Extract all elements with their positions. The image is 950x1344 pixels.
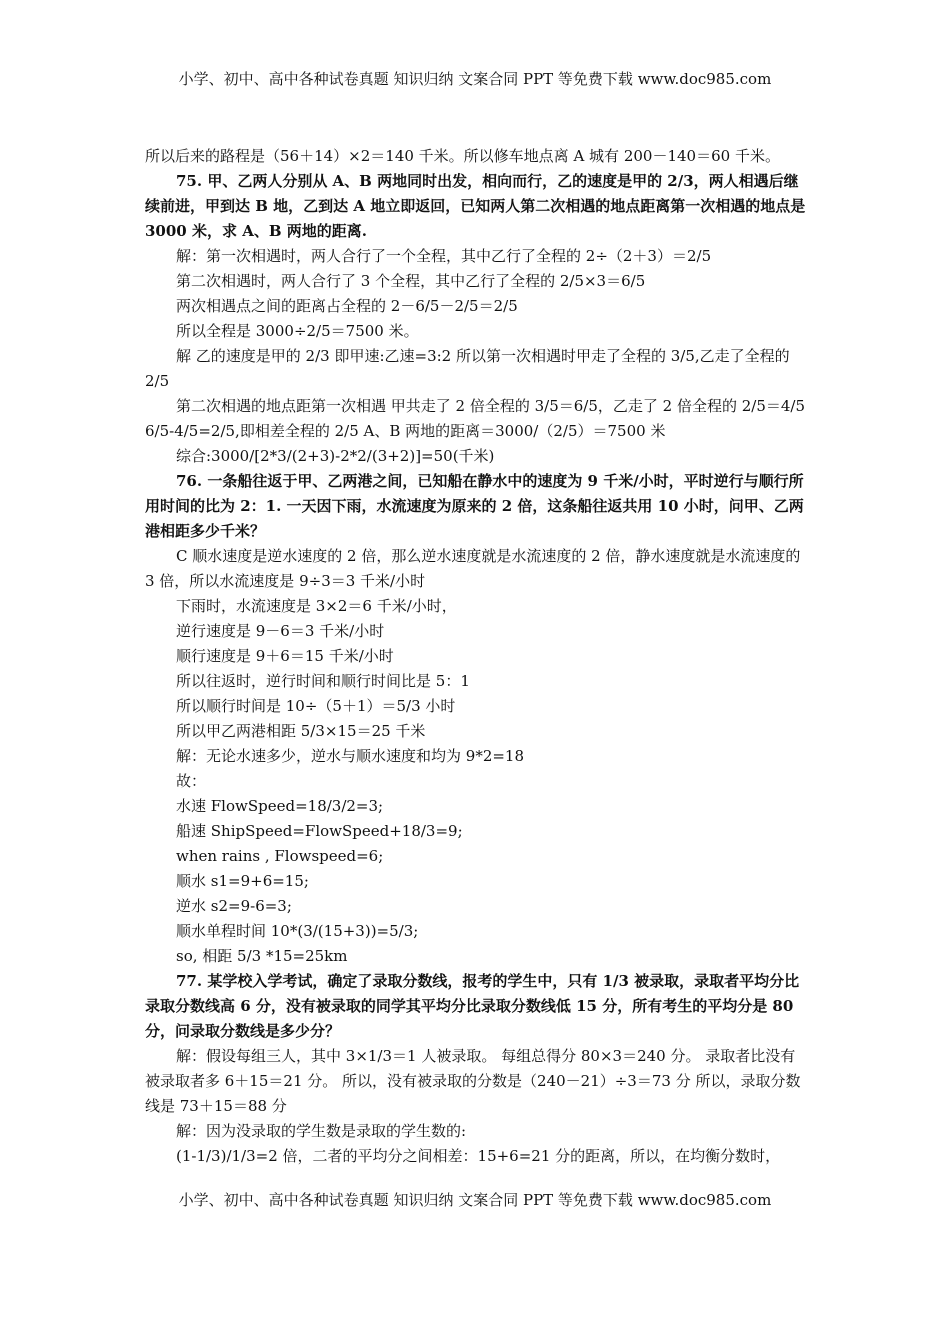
paragraph: 解：假设每组三人，其中 3×1/3＝1 人被录取。 每组总得分 80×3＝240 分。 录取者比没有被录取者多 6＋15＝21 分。 所以，没有被录取的分数是（240－21）÷3＝73 分 所以，录取分数线是 73＋15＝88 分 (145, 1047, 801, 1115)
document-body (145, 144, 807, 1169)
paragraph: 所以顺行时间是 10÷（5＋1）＝5/3 小时 (176, 697, 456, 715)
paragraph: 逆水 s2=9-6=3; (176, 897, 292, 915)
paragraph: 下雨时，水流速度是 3×2＝6 千米/小时， (176, 597, 457, 615)
paragraph: 综合:3000/[2*3/(2+3)-2*2/(3+2)]=50(千米) (176, 447, 495, 465)
question-77: 77. 某学校入学考试，确定了录取分数线，报考的学生中，只有 1/3 被录取，录取者平均分比录取分数线高 6 分，没有被录取的同学其平均分比录取分数线低 15 分，所有考生的平均分是 80 分，问录取分数线是多少分？ (145, 972, 800, 1040)
paragraph: when rains , Flowspeed=6; (176, 847, 384, 865)
paragraph: 所以往返时，逆行时间和顺行时间比是 5：1 (176, 672, 470, 690)
paragraph: 船速 ShipSpeed=FlowSpeed+18/3=9; (176, 822, 463, 840)
page-header: 小学、初中、高中各种试卷真题 知识归纳 文案合同 PPT 等免费下载 www.doc985.com (178, 70, 772, 88)
paragraph: 顺水 s1=9+6=15; (176, 872, 309, 890)
paragraph: so, 相距 5/3 *15=25km (176, 947, 348, 965)
paragraph: 解 乙的速度是甲的 2/3 即甲速:乙速=3:2 所以第一次相遇时甲走了全程的 3/5,乙走了全程的 2/5 (145, 347, 790, 390)
paragraph: 所以后来的路程是（56＋14）×2＝140 千米。所以修车地点离 A 城有 200－140＝60 千米。 (145, 147, 780, 165)
paragraph: 解：因为没录取的学生数是录取的学生数的: (176, 1122, 467, 1140)
paragraph: 顺行速度是 9＋6＝15 千米/小时 (176, 647, 394, 665)
paragraph: 两次相遇点之间的距离占全程的 2－6/5－2/5＝2/5 (176, 297, 518, 315)
question-75: 75. 甲、乙两人分别从 A、B 两地同时出发，相向而行，乙的速度是甲的 2/3，两人相遇后继续前进，甲到达 B 地，乙到达 A 地立即返回，已知两人第二次相遇的地点距离第一次相遇的地点是 3000 米，求 A、B 两地的距离. (145, 172, 806, 240)
paragraph: 故： (176, 772, 207, 790)
paragraph: (1-1/3)/1/3=2 倍，二者的平均分之间相差：15+6=21 分的距离，所以，在均衡分数时， (176, 1147, 781, 1165)
paragraph: C 顺水速度是逆水速度的 2 倍，那么逆水速度就是水流速度的 2 倍，静水速度就是水流速度的 3 倍，所以水流速度是 9÷3＝3 千米/小时 (145, 547, 801, 590)
paragraph: 顺水单程时间 10*(3/(15+3))=5/3; (176, 922, 419, 940)
paragraph: 所以甲乙两港相距 5/3×15＝25 千米 (176, 722, 426, 740)
paragraph: 第二次相遇的地点距第一次相遇 甲共走了 2 倍全程的 3/5＝6/5，乙走了 2 倍全程的 2/5＝4/5 6/5-4/5=2/5,即相差全程的 2/5 A、B 两地的距离＝3000/（2/5）＝7500 米 (145, 397, 806, 440)
paragraph: 逆行速度是 9－6＝3 千米/小时 (176, 622, 385, 640)
paragraph: 所以全程是 3000÷2/5＝7500 米。 (176, 322, 419, 340)
question-76: 76. 一条船往返于甲、乙两港之间，已知船在静水中的速度为 9 千米/小时，平时逆行与顺行所用时间的比为 2：1. 一天因下雨，水流速度为原来的 2 倍，这条船往返共用 10 小时，问甲、乙两港相距多少千米？ (145, 472, 804, 540)
paragraph: 水速 FlowSpeed=18/3/2=3; (176, 797, 384, 815)
paragraph: 解：第一次相遇时，两人合行了一个全程，其中乙行了全程的 2÷（2＋3）＝2/5 (176, 247, 712, 265)
page-footer: 小学、初中、高中各种试卷真题 知识归纳 文案合同 PPT 等免费下载 www.doc985.com (178, 1191, 772, 1209)
paragraph: 第二次相遇时，两人合行了 3 个全程，其中乙行了全程的 2/5×3＝6/5 (176, 272, 646, 290)
paragraph: 解：无论水速多少，逆水与顺水速度和均为 9*2=18 (176, 747, 525, 765)
